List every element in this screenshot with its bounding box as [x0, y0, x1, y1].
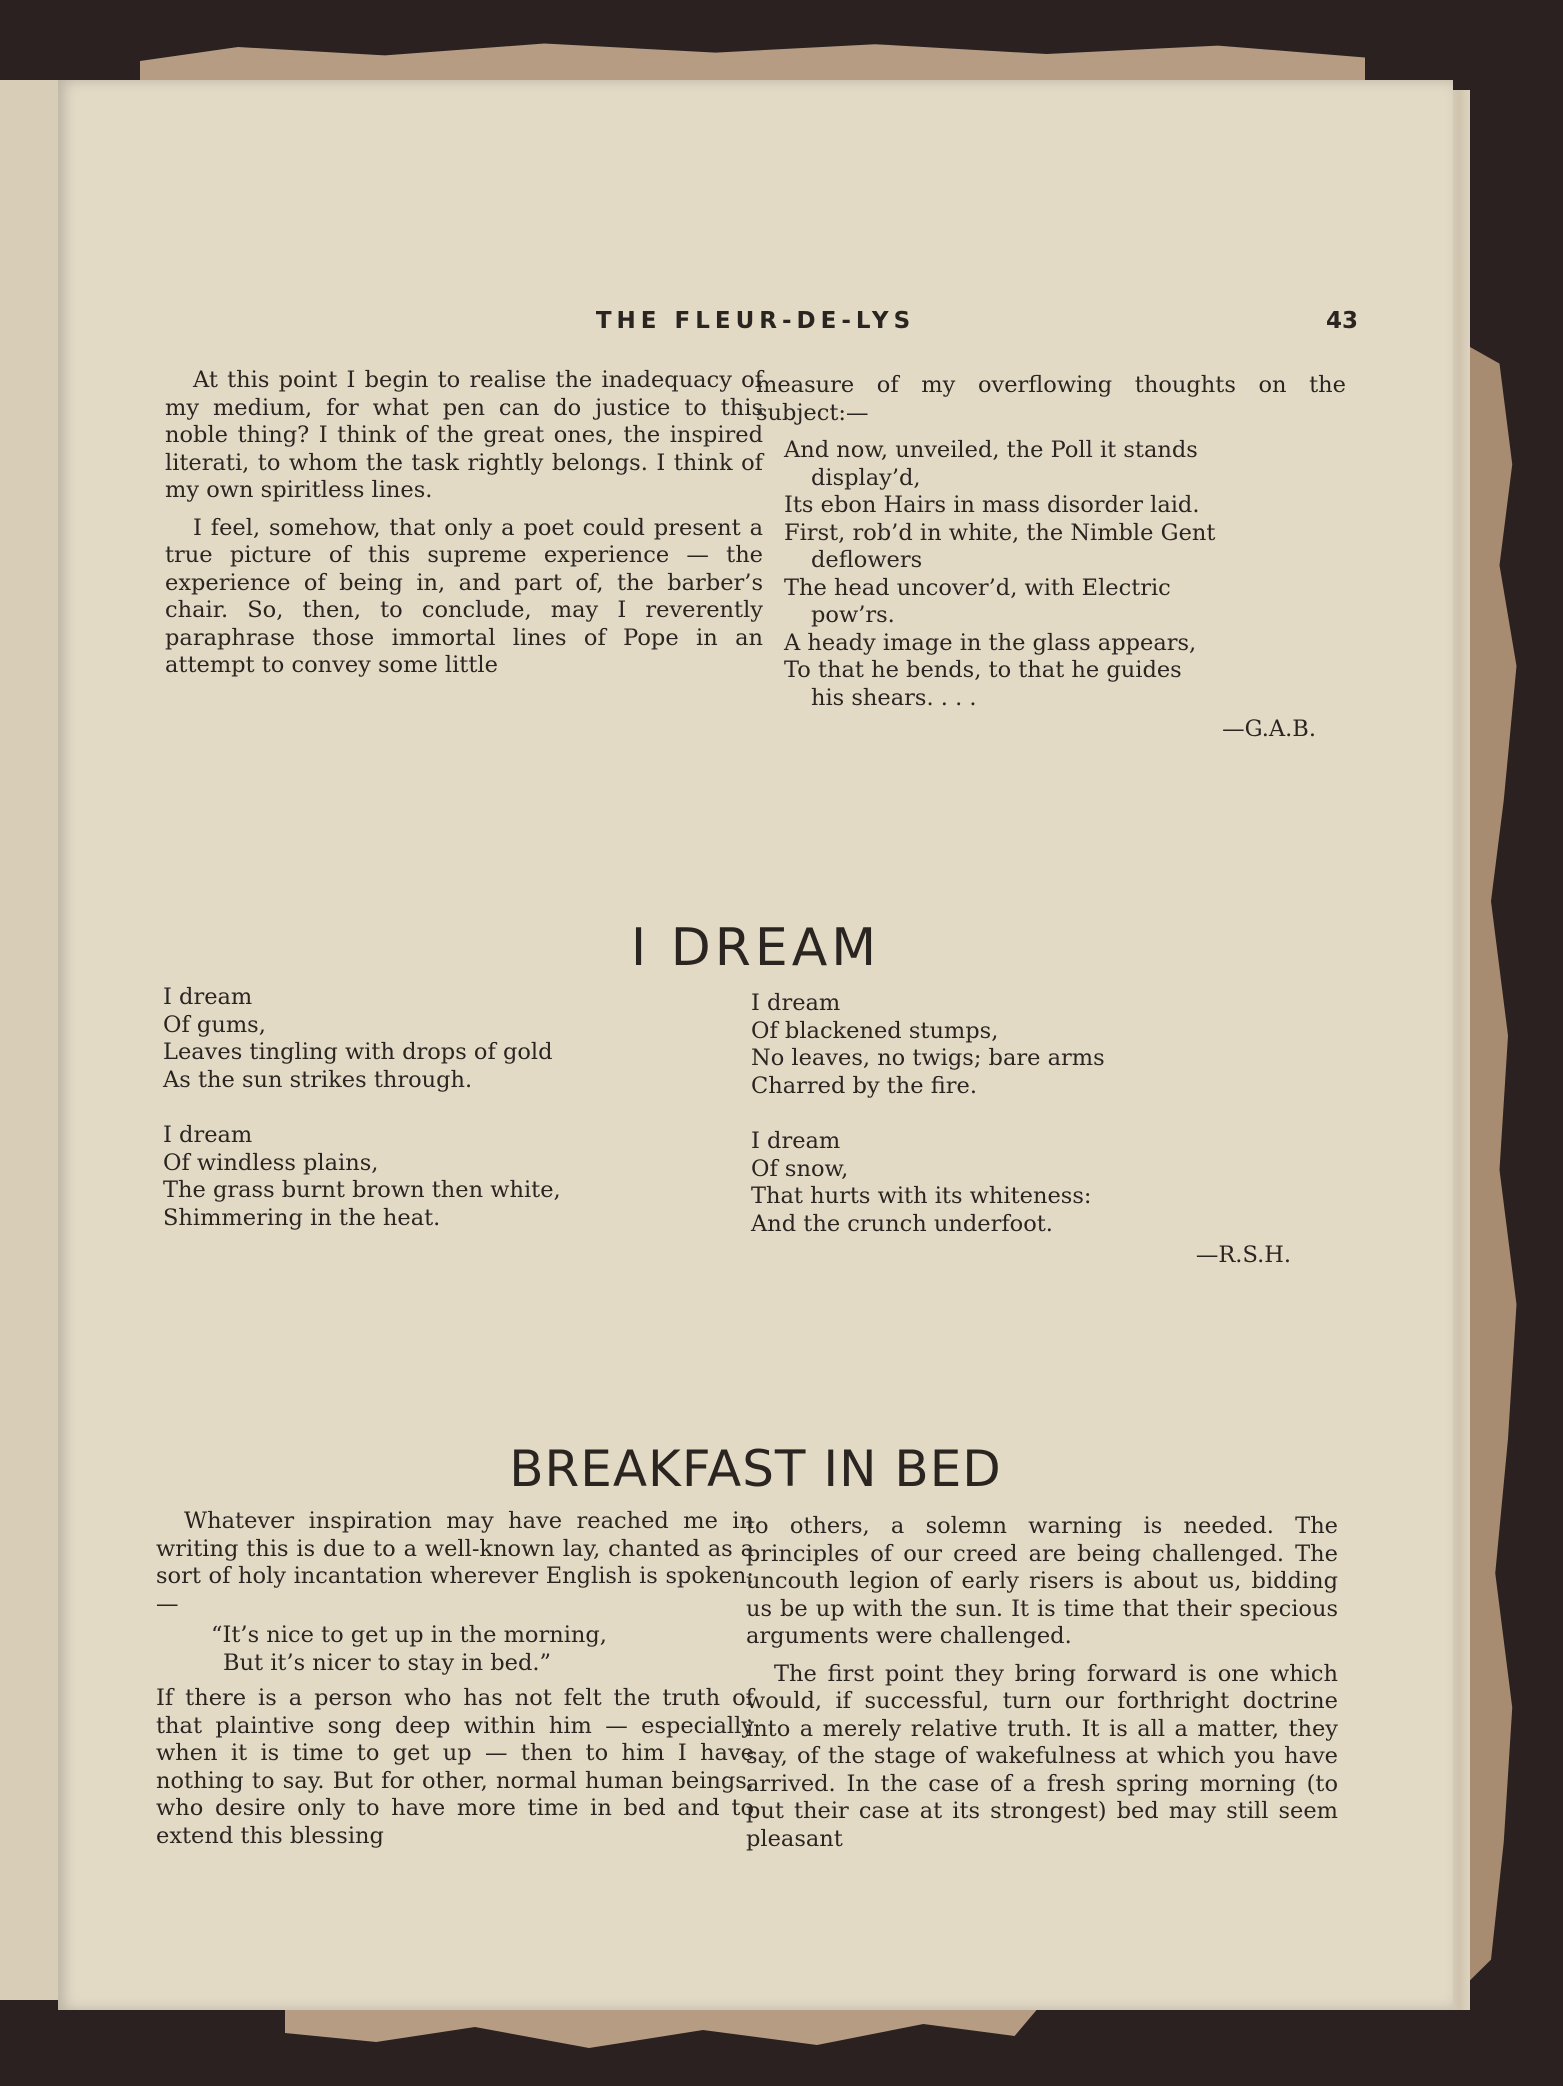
article-paragraph: Whatever inspiration may have reached me in writing this is due to a well-known lay, chanted as a sort of holy incantation wherever English is spoken:— [156, 1508, 754, 1617]
poem-line: Of snow, [751, 1155, 849, 1182]
prev-article-right-column [756, 372, 1346, 744]
verse-line: A heady image in the glass appears, [784, 629, 1197, 656]
running-header: THE FLEUR-DE-LYS [595, 308, 916, 334]
verse-line: First, rob’d in white, the Nimble Gent [784, 519, 1216, 546]
poem-stanza [751, 990, 1331, 1100]
poem-title: I DREAM [630, 918, 881, 978]
poem-line: Of blackened stumps, [751, 1017, 999, 1044]
poem-line: As the sun strikes through. [163, 1066, 473, 1093]
poem-line: I dream [751, 1128, 841, 1154]
prev-article-signature: —G.A.B. [1222, 716, 1316, 742]
article-paragraph: to others, a solemn warning is needed. The principles of our creed are being challenged. The uncouth legion of early risers is about us, bidding us be up with the sun. It is time that their specious arguments were challenged. [746, 1513, 1338, 1649]
verse-line: Its ebon Hairs in mass disorder laid. [784, 492, 1200, 518]
poem-line: I dream [751, 990, 841, 1016]
verse-line: pow’rs. [811, 602, 895, 628]
article-paragraph: If there is a person who has not felt the truth of that plaintive song deep within him — especially when it is time to get up — then to him I have nothing to say. But for other, normal human beings, who desire only to have more time in bed and to extend this blessing [156, 1685, 754, 1849]
article-right-column [746, 1513, 1338, 1863]
article-quote [156, 1622, 754, 1677]
poem-line: Charred by the fire. [751, 1072, 977, 1099]
prev-article-intro: measure of my overflowing thoughts on the subject:— [756, 372, 1346, 426]
pope-paraphrase-verse [756, 437, 1346, 712]
poem-line: I dream [163, 984, 253, 1010]
poem-stanza [163, 984, 723, 1094]
magazine-page [58, 80, 1453, 2010]
verse-line: And now, unveiled, the Poll it stands [784, 437, 1198, 463]
verse-line: his shears. . . . [811, 684, 977, 711]
poem-line: No leaves, no twigs; bare arms [751, 1045, 1105, 1071]
article-paragraph: The first point they bring forward is one which would, if successful, turn our forthright doctrine into a merely relative truth. It is all a matter, they say, of the stage of wakefulness at which you have arrived. In the case of a fresh spring morning (to put their case at its strongest) bed may still seem pleasant [746, 1660, 1338, 1852]
verse-line: deflowers [811, 547, 923, 573]
prev-article-paragraph: I feel, somehow, that only a poet could present a true picture of this supreme experience — the experience of being in, and part of, the barber’s chair. So, then, to conclude, may I reverently paraphrase those immortal lines of Pope in an attempt to convey some little [165, 514, 763, 678]
poem-left-column [163, 984, 723, 1260]
poem-line: I dream [163, 1122, 253, 1148]
poem-line: The grass burnt brown then white, [163, 1177, 561, 1203]
article-left-column [156, 1508, 754, 1860]
poem-right-column [751, 990, 1331, 1270]
poem-stanza [751, 1128, 1331, 1238]
poem-line: Leaves tingling with drops of gold [163, 1039, 553, 1065]
poem-signature: —R.S.H. [1195, 1242, 1291, 1268]
poem-line: That hurts with its whiteness: [751, 1183, 1092, 1209]
prev-article-left-column [165, 367, 763, 690]
verse-line: To that he bends, to that he guides [784, 657, 1182, 683]
prev-article-paragraph: At this point I begin to realise the inadequacy of my medium, for what pen can do justice to this noble thing? I think of the great ones, the inspired literati, to whom the task rightly belongs. I think of my own spiritless lines. [165, 367, 763, 503]
quote-line: “It’s nice to get up in the morning, [211, 1622, 607, 1648]
page-number: 43 [1326, 308, 1359, 334]
verse-line: display’d, [811, 464, 921, 491]
verse-line: The head uncover’d, with Electric [784, 574, 1171, 601]
poem-line: Of gums, [163, 1011, 266, 1038]
poem-line: And the crunch underfoot. [751, 1210, 1053, 1237]
facing-page-edge [0, 80, 64, 2000]
poem-stanza [163, 1122, 723, 1232]
article-title: BREAKFAST IN BED [509, 1440, 1002, 1498]
poem-line: Of windless plains, [163, 1149, 379, 1176]
quote-line: But it’s nicer to stay in bed.” [223, 1649, 552, 1676]
poem-line: Shimmering in the heat. [163, 1204, 441, 1231]
